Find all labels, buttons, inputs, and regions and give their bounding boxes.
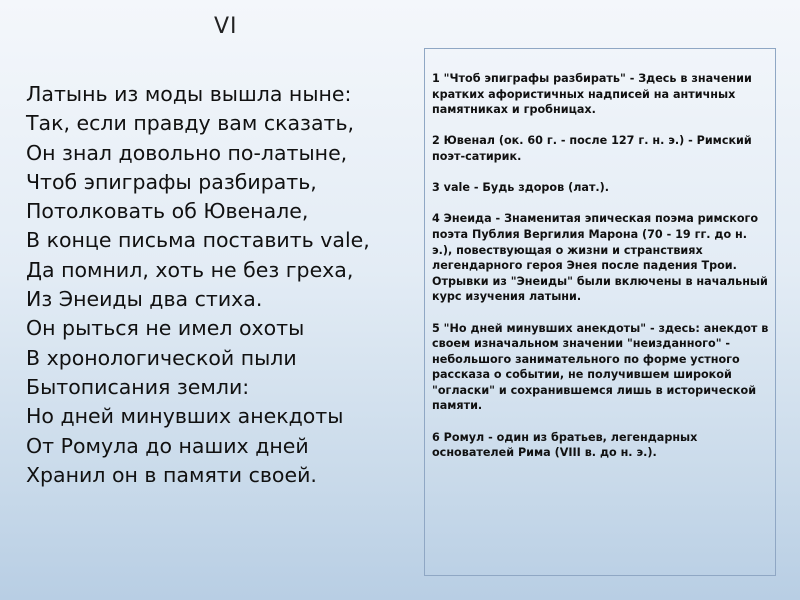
footnote-4: 4 Энеида - Знаменитая эпическая поэма римского поэта Публия Вергилия Марона (70 - 19 гг. до н. э.), повествующая о жизни и странствиях легендарного героя Энея после падения Трои. Отрывки из "Энеиды" были включены в начальный курс изучения латыни. <box>432 212 768 304</box>
poem-line: В хронологической пыли <box>26 345 297 370</box>
poem-line: Он рыться не имел охоты <box>26 316 305 341</box>
chapter-heading: VI <box>214 14 238 39</box>
footnotes-box <box>424 48 776 576</box>
poem-line: Латынь из моды вышла ныне: <box>26 82 352 106</box>
poem-text <box>26 80 421 490</box>
poem-line: Так, если правду вам сказать, <box>26 111 355 136</box>
poem-line: От Ромула до наших дней <box>26 433 309 458</box>
footnote-5: 5 "Но дней минувших анекдоты" - здесь: анекдот в своем изначальном значении "неизданного" - небольшого занимательного по форме устного рассказа о событии, не получившем широкой "огласки" и сохранившемся лишь в исторической памяти. <box>432 321 769 413</box>
poem-line: Чтоб эпиграфы разбирать, <box>26 169 317 194</box>
poem-line: Бытописания земли: <box>26 374 250 399</box>
footnote-1: 1 "Чтоб эпиграфы разбирать" - Здесь в значении кратких афористичных надписей на античных памятниках и гробницах. <box>432 72 752 117</box>
footnote-6: 6 Ромул - один из братьев, легендарных основателей Рима (VIII в. до н. э.). <box>432 430 698 460</box>
poem-line: Он знал довольно по-латыне, <box>26 140 348 165</box>
poem-line: Да помнил, хоть не без греха, <box>26 257 354 282</box>
poem-line: Потолковать об Ювенале, <box>26 199 309 224</box>
poem-line: Но дней минувших анекдоты <box>26 404 344 429</box>
poem-line: Из Энеиды два стиха. <box>26 287 263 312</box>
footnote-2: 2 Ювенал (ок. 60 г. - после 127 г. н. э.) - Римский поэт-сатирик. <box>432 134 752 163</box>
poem-line: В конце письма поставить vale, <box>26 228 370 253</box>
poem-line: Хранил он в памяти своей. <box>26 462 317 487</box>
footnote-3: 3 vale - Будь здоров (лат.). <box>432 181 610 195</box>
